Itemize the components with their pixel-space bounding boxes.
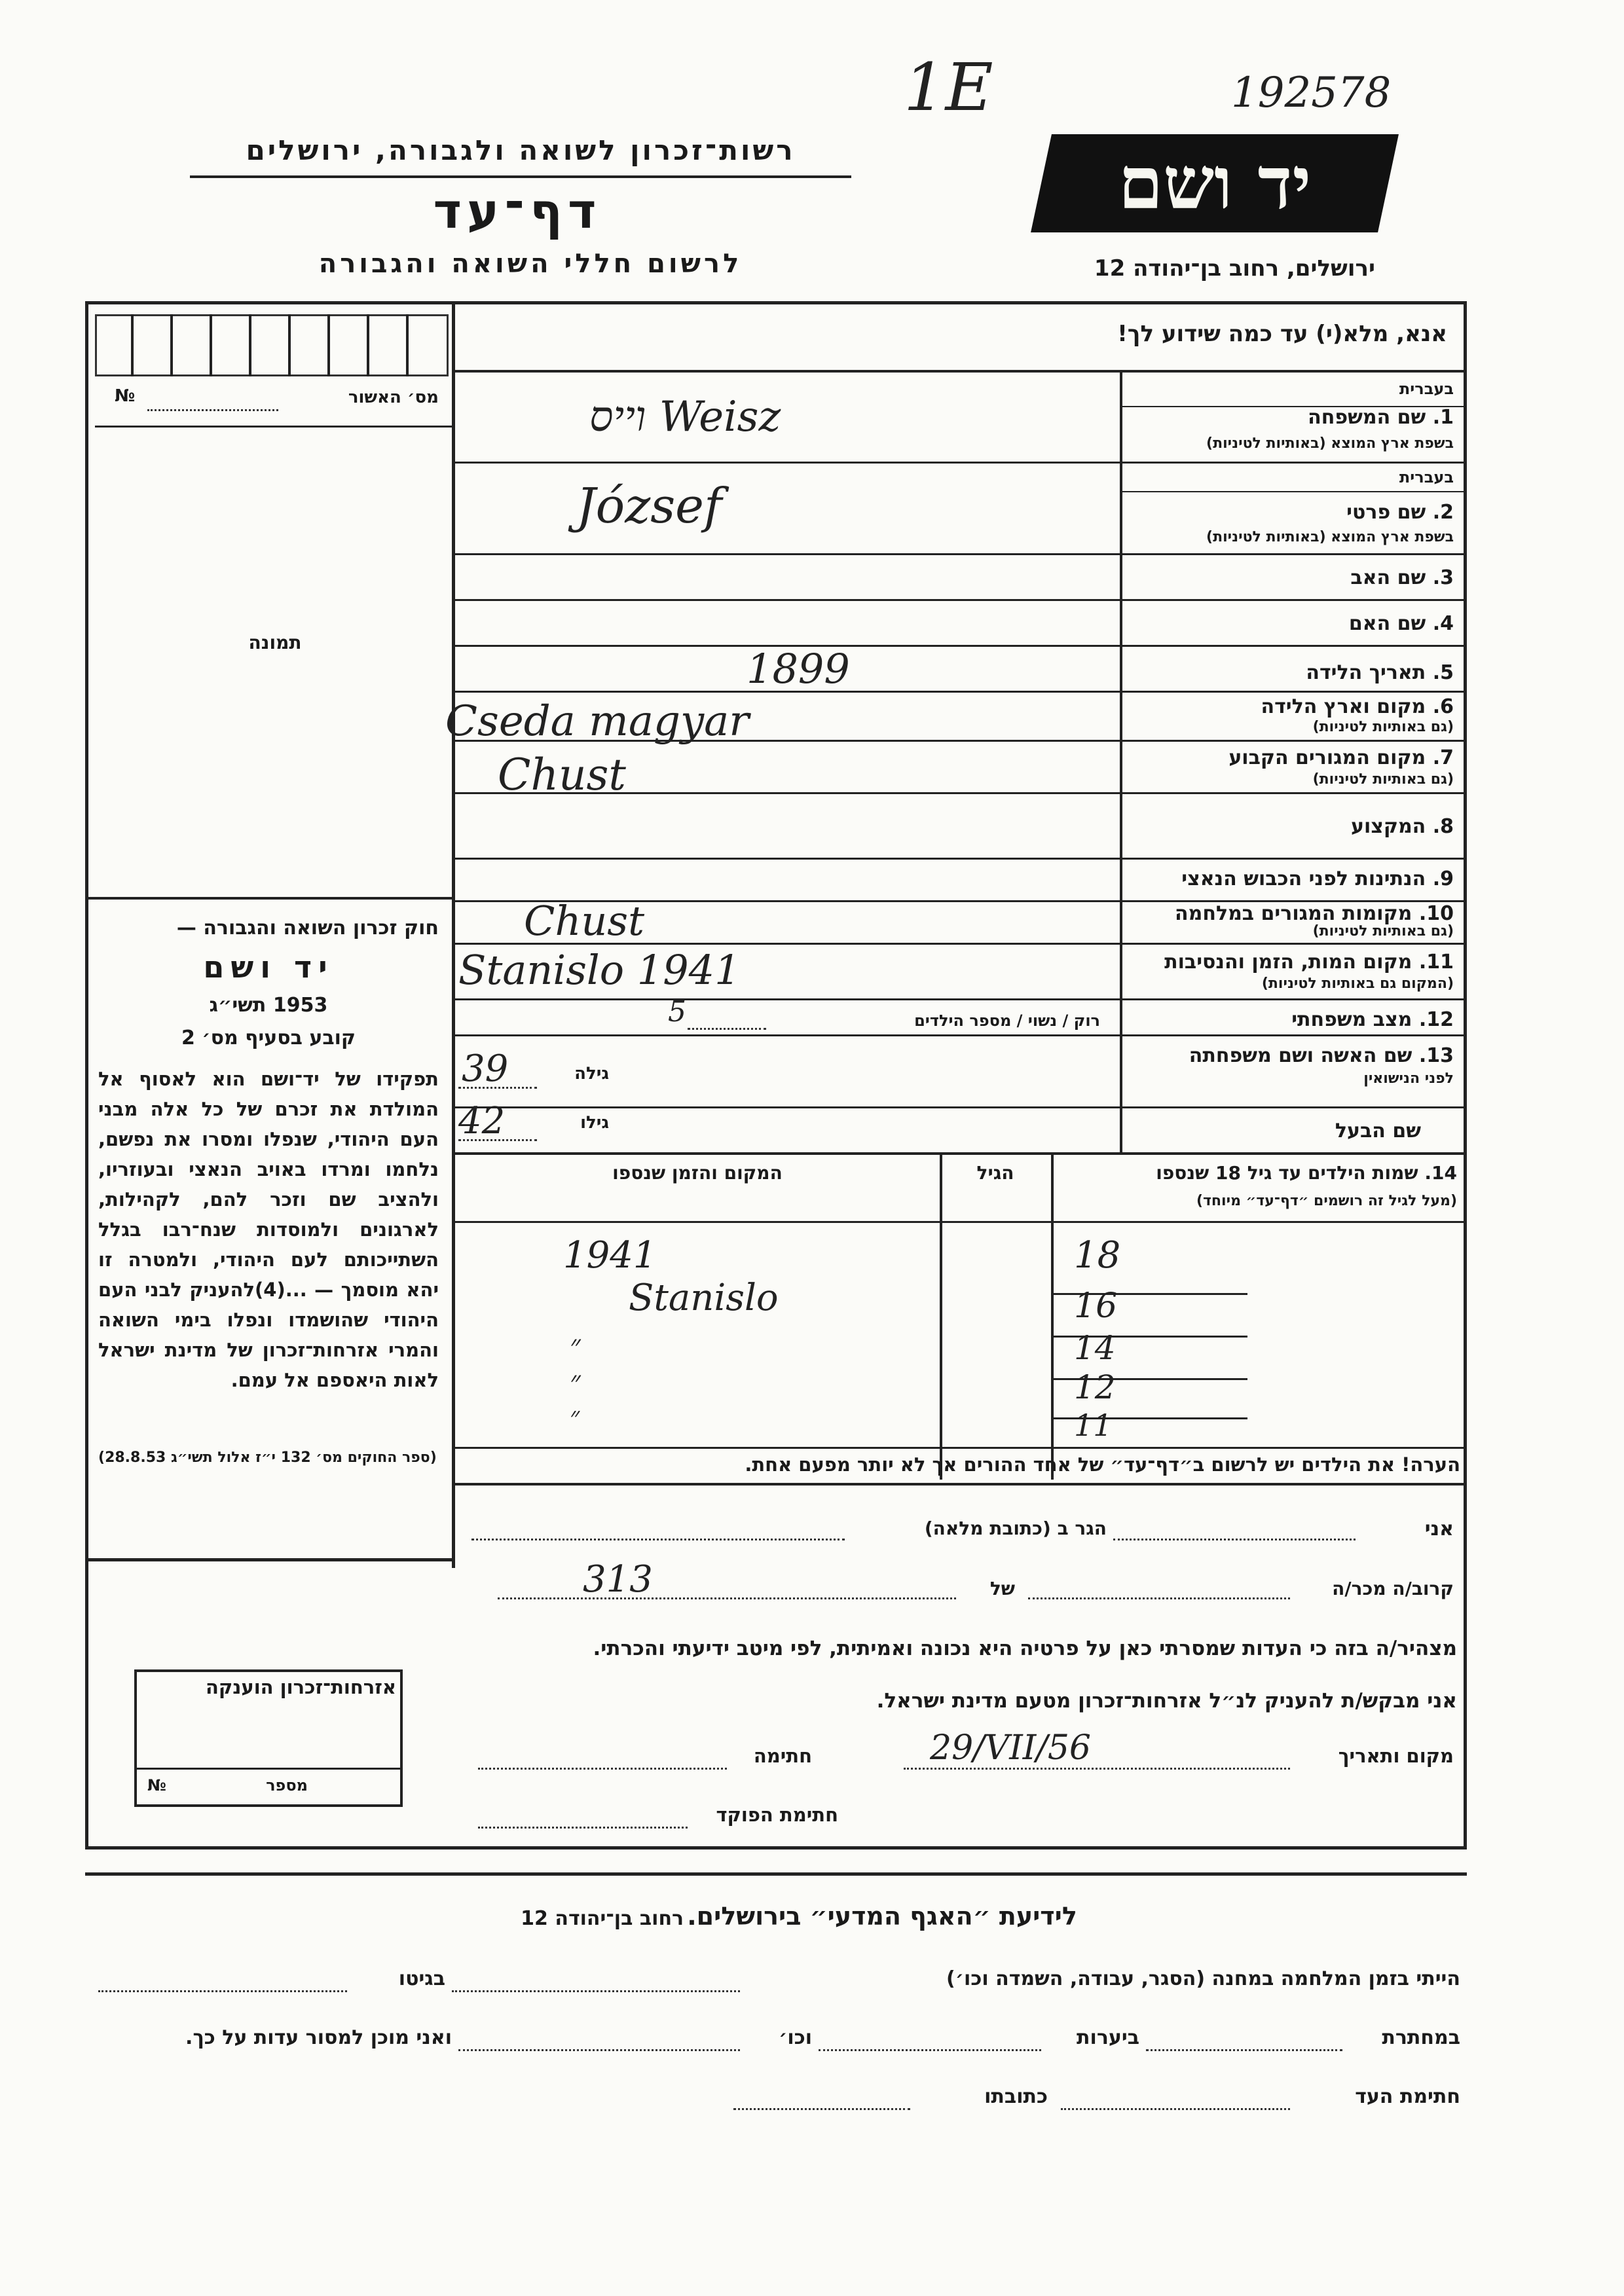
field-13-note: לפני הנישואין — [1363, 1070, 1454, 1087]
archive-number: 192578 — [1231, 69, 1392, 117]
form-title: דף־עד — [433, 183, 602, 240]
bottom-line-1-start: הייתי בזמן המלחמה במחנה (הסגר, עבודה, השמדה וכו׳) — [946, 1967, 1460, 1990]
children-count-line[interactable] — [688, 1028, 766, 1030]
bottom-divider — [85, 1872, 1467, 1876]
citizenship-title: אזרחות־זכרון הוענקה — [205, 1676, 396, 1698]
officer-signature-line[interactable] — [478, 1827, 688, 1829]
table-row[interactable]: 12 — [1074, 1368, 1116, 1406]
field-1-hebrew-tag: בעברית — [1399, 380, 1454, 398]
logo-text: יד ושם — [1118, 141, 1312, 225]
approval-no-mark: № — [115, 386, 136, 406]
field-9-text: הנתינות לפני הכבוש הנאצי — [1181, 867, 1426, 890]
witness-address-line[interactable] — [733, 2108, 910, 2110]
field-1-num: 1. — [1432, 406, 1454, 429]
declaration-of-value[interactable]: 313 — [583, 1558, 653, 1601]
field-13-label — [1133, 1044, 1454, 1067]
field-4-label — [1133, 612, 1454, 635]
field-4-num: 4. — [1432, 612, 1454, 635]
table-row[interactable]: 14 — [1074, 1329, 1116, 1367]
field-6-note: (גם באותיות לטיניות) — [1312, 719, 1454, 735]
law-clause: קובע בסעיף מס׳ 2 — [181, 1027, 356, 1049]
field-1-note: בשפת ארץ המוצא (באותיות לטיניות) — [1206, 435, 1454, 452]
field-2-value[interactable]: József — [576, 478, 722, 534]
husband-age-label: גילו — [580, 1113, 609, 1133]
field-3-num: 3. — [1432, 566, 1454, 589]
children-place-header: המקום והזמן שנספו — [612, 1162, 783, 1184]
field-7-value[interactable]: Chust — [498, 750, 626, 800]
field-1-label — [1133, 406, 1454, 429]
bottom-title-text: לידיעת ״האגף המדעי״ בירושלים. — [687, 1902, 1077, 1931]
field-10-note: (גם באותיות לטיניות) — [1312, 923, 1454, 939]
declaration-statement: מצהיר/ה בזה כי העדות שמסרתי כאן על פרטיה היא נכונה ואמיתית, לפי מיטב ידיעתי והכרתי. — [593, 1637, 1457, 1660]
field-7-num: 7. — [1432, 746, 1454, 769]
declarant-address-line[interactable] — [471, 1539, 845, 1540]
citizenship-number-label: מספר — [266, 1776, 308, 1795]
field-11-label — [1133, 951, 1454, 974]
photo-label: תמונה — [248, 632, 302, 653]
bottom-forests-label: ביערות — [1077, 2026, 1139, 2049]
children-note: הערה! את הילדים יש לרשום ב״דף־עד״ של אחד ההורים אך לא יותר מפעם אחת. — [745, 1453, 1460, 1476]
children-title-text: שמות הילדים עד גיל 18 שנספו — [1156, 1162, 1418, 1184]
ghetto-line[interactable] — [98, 1990, 347, 1992]
table-row[interactable]: 11 — [1074, 1408, 1113, 1443]
field-8-label — [1133, 815, 1454, 838]
intro-bottom-line — [452, 370, 1467, 373]
children-header-line — [452, 1221, 1467, 1223]
approval-underline — [95, 426, 452, 428]
children-note-bottom — [452, 1483, 1467, 1485]
field-13-num: 13. — [1418, 1044, 1454, 1067]
children-num: 14. — [1424, 1162, 1457, 1184]
signature-label: חתימה — [753, 1745, 812, 1767]
bottom-address-label: כתובתו — [984, 2085, 1048, 2108]
law-years: 1953 תשי״ג — [209, 994, 328, 1017]
field-12-label — [1133, 1008, 1454, 1031]
field-11-num: 11. — [1418, 951, 1454, 974]
law-text: תפקידו של יד־ושם הוא לאסוף אל המולדת את זכרם של כל אלה מבני העם היהודי, שנפלו ומסרו את נפשם, נלחמו ומרדו באויב הנאצי ובעוזריו, ולהציב שם וזכר להם, לקהילות, לארגונים ולמוסדות שנח־רבו בגלל השתייכותם לעם היהודי, ולמטרה זו יהא מוסמך — ...(4)להעניק לבני העם היהודי שהושמדו ונפלו בימי השואה והמרי אזרחות־זכרון של מדינת ישראל לאות היאספם אל עמם. — [98, 1068, 439, 1391]
table-row[interactable]: ״ — [570, 1402, 580, 1432]
table-row[interactable]: Stanislo — [629, 1277, 779, 1319]
children-col-divider-2 — [940, 1152, 942, 1480]
wife-age-label: גילה — [574, 1064, 609, 1084]
field-1-text: שם המשפחה — [1308, 406, 1426, 429]
field-10-num: 10. — [1418, 902, 1454, 925]
field-4-text: שם האם — [1348, 612, 1426, 635]
approval-number-line[interactable] — [147, 409, 278, 411]
field-10-text: מקומות המגורים במלחמה — [1175, 902, 1412, 925]
intro-text: אנא, מלא(י) עד כמה שידוע לך! — [1117, 321, 1447, 347]
signature-line[interactable] — [478, 1768, 727, 1770]
camp-line[interactable] — [452, 1990, 740, 1992]
field-7-text: מקום המגורים הקבוע — [1228, 746, 1426, 769]
field-3-text: שם האב — [1350, 566, 1426, 589]
field-11-note: (המקום גם באותיות לטיניות) — [1261, 975, 1454, 992]
field-5-num: 5. — [1432, 661, 1454, 684]
authority-underline — [190, 175, 851, 178]
field-12-text: מצב משפחתי — [1291, 1008, 1412, 1031]
field-2-label — [1133, 501, 1454, 524]
declarant-name-line[interactable] — [1113, 1539, 1356, 1540]
field-6-label — [1133, 695, 1454, 718]
table-row[interactable]: ״ — [570, 1365, 581, 1398]
relation-line[interactable] — [1028, 1597, 1290, 1599]
field-1-value[interactable]: וייס Weisz — [589, 393, 781, 441]
underground-line[interactable] — [1146, 2049, 1342, 2051]
authority-line: רשות־זכרון לשואה ולגבורה, ירושלים — [246, 134, 796, 166]
forests-line[interactable] — [819, 2049, 1041, 2051]
field-6-num: 6. — [1432, 695, 1454, 718]
bottom-testimony-statement: ואני מוכן למסור עדות על כך. — [185, 2026, 452, 2049]
table-row[interactable]: 18 — [1074, 1234, 1121, 1277]
field-8-text: המקצוע — [1350, 815, 1426, 838]
declaration-relative-label: קרוב/ה מכר/ה — [1332, 1578, 1454, 1599]
bottom-address: רחוב בן־יהודה 12 — [521, 1907, 684, 1930]
relation-of-line[interactable] — [498, 1597, 956, 1599]
field-3-label — [1133, 566, 1454, 589]
approval-label: מס׳ האשור — [348, 388, 439, 407]
bottom-title — [393, 1902, 1205, 1931]
photo-bottom-line — [85, 897, 455, 900]
declaration-resides-label: הגר ב (כתובת מלאה) — [924, 1518, 1107, 1539]
children-count-value[interactable]: 5 — [668, 995, 686, 1029]
other-line[interactable] — [458, 2049, 740, 2051]
field-13-text: שם האשה ושם משפחתה — [1189, 1044, 1412, 1067]
law-name: יד ושם — [203, 949, 334, 985]
field-6-value[interactable]: Cseda magyar — [445, 697, 749, 746]
place-date-label: מקום ותאריך — [1338, 1745, 1454, 1767]
law-source: (ספר החוקים מס׳ 132 י״ז אלול תשי״ג 28.8.53) — [98, 1449, 437, 1466]
husband-label: שם הבעל — [1335, 1120, 1421, 1142]
children-age-header: הגיל — [976, 1162, 1014, 1184]
field-9-num: 9. — [1432, 867, 1454, 890]
field-11-value[interactable]: Stanislo 1941 — [458, 946, 741, 994]
field-12-num: 12. — [1418, 1008, 1454, 1031]
field-2-text: שם פרטי — [1346, 501, 1426, 524]
declaration-request: אני מבקש/ת להעניק לנ״ל אזרחות־זכרון מטעם מדינת ישראל. — [876, 1689, 1457, 1713]
declaration-i-label: אני — [1424, 1518, 1454, 1540]
children-subtitle: (מעל לגיל זה רושמים ״דף־עד״ מיוחד) — [1196, 1193, 1457, 1209]
bottom-etc-label: וכו׳ — [779, 2026, 812, 2049]
table-row[interactable]: ״ — [570, 1329, 581, 1362]
date-value[interactable]: 29/VII/56 — [930, 1728, 1092, 1768]
sheet-mark: 1E — [904, 49, 993, 126]
field-2-hebrew-tag: בעברית — [1399, 468, 1454, 486]
bottom-witness-signature-label: חתימת העד — [1355, 2085, 1460, 2108]
officer-signature-label: חתימת הפוקד — [716, 1804, 838, 1826]
left-column-divider — [452, 301, 455, 1568]
field-5-label — [1133, 661, 1454, 684]
field-5-value[interactable]: 1899 — [747, 645, 850, 693]
field-2-num: 2. — [1432, 501, 1454, 524]
declaration-of-label: של — [989, 1578, 1015, 1599]
children-title — [1058, 1162, 1457, 1184]
field-7-note: (גם באותיות לטיניות) — [1312, 771, 1454, 788]
children-col-divider-1 — [1051, 1152, 1054, 1480]
field-6-text: מקום וארץ הלידה — [1261, 695, 1426, 718]
table-row[interactable]: 1941 — [563, 1234, 657, 1277]
header-address: ירושלים, רחוב בן־יהודה 12 — [1094, 255, 1375, 282]
field-7-label — [1133, 746, 1454, 769]
status-options: רוק / נשוי / מספר הילדים — [914, 1011, 1100, 1030]
law-title: חוק זכרון השואה והגבורה — — [176, 917, 439, 939]
field-8-num: 8. — [1432, 815, 1454, 838]
field-9-label — [1133, 867, 1454, 890]
citizenship-divider — [134, 1768, 403, 1770]
field-5-text: תאריך הלידה — [1306, 661, 1426, 684]
field-10-label — [1133, 902, 1454, 925]
bottom-line-1-end: בגיטו — [398, 1967, 445, 1990]
left-panel-bottom — [85, 1558, 455, 1561]
field-11-text: מקום המות, הזמן והנסיבות — [1164, 951, 1412, 974]
place-date-line[interactable] — [904, 1768, 1290, 1770]
children-note-top — [452, 1447, 1467, 1449]
table-row[interactable]: 16 — [1074, 1286, 1118, 1326]
citizenship-no-mark: № — [147, 1776, 166, 1795]
form-subtitle: לרשום חללי השואה והגבורה — [318, 249, 743, 279]
field-2-note: בשפת ארץ המוצא (באותיות לטיניות) — [1206, 529, 1454, 545]
wife-age-value[interactable]: 39 — [462, 1048, 509, 1090]
bottom-underground-label: במחתרת — [1382, 2026, 1460, 2049]
witness-signature-line[interactable] — [1061, 2108, 1290, 2110]
husband-age-value[interactable]: 42 — [458, 1100, 506, 1142]
field-10-value[interactable]: Chust — [524, 897, 645, 945]
